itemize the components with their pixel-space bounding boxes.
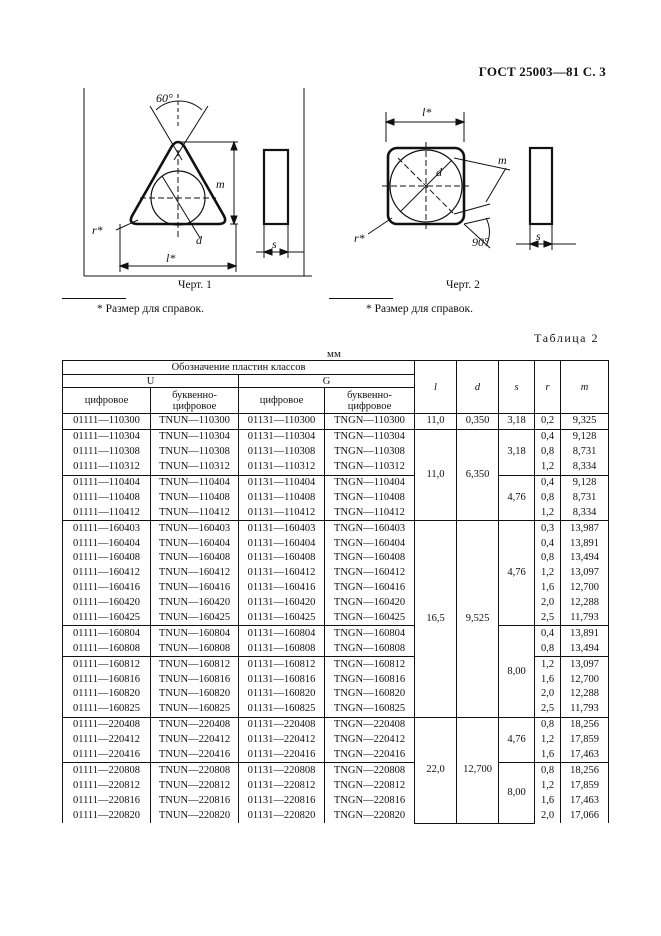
cell-m: 8,334	[561, 460, 609, 475]
cell-m: 11,793	[561, 702, 609, 717]
cell-r: 2,5	[535, 611, 561, 626]
cell-g-alnum: TNGN—110312	[325, 460, 415, 475]
cell-s: 4,76	[499, 521, 535, 626]
cell-u-alnum: TNUN—220808	[151, 763, 239, 778]
cell-g-alnum: TNGN—160808	[325, 641, 415, 656]
insert-table	[62, 360, 609, 824]
cell-m: 17,463	[561, 748, 609, 763]
header-g-alnum: буквенно-цифровое	[325, 388, 415, 414]
cell-r: 0,3	[535, 521, 561, 536]
cell-s: 3,18	[499, 429, 535, 475]
cell-m: 9,325	[561, 414, 609, 430]
fig2-s-label: s	[536, 229, 541, 243]
table-row	[63, 475, 609, 490]
table-row	[63, 521, 609, 536]
fig1-angle-label: 60°	[156, 91, 173, 105]
cell-m: 18,256	[561, 717, 609, 732]
header-u-numeric: цифровое	[63, 388, 151, 414]
cell-g-numeric: 01131—220812	[239, 778, 325, 793]
cell-m: 17,859	[561, 778, 609, 793]
cell-g-alnum: TNGN—110300	[325, 414, 415, 430]
cell-r: 0,8	[535, 490, 561, 505]
cell-g-alnum: TNGN—160816	[325, 672, 415, 687]
cell-u-numeric: 01111—160420	[63, 596, 151, 611]
cell-m: 17,066	[561, 808, 609, 823]
cell-u-alnum: TNUN—220412	[151, 733, 239, 748]
cell-g-alnum: TNGN—220816	[325, 793, 415, 808]
cell-u-numeric: 01111—110304	[63, 429, 151, 444]
table-row	[63, 763, 609, 778]
table-row	[63, 717, 609, 732]
cell-g-alnum: TNGN—160408	[325, 551, 415, 566]
cell-g-alnum: TNGN—220408	[325, 717, 415, 732]
cell-g-numeric: 01131—160404	[239, 536, 325, 551]
figure-1-caption: Черт. 1	[178, 279, 212, 291]
cell-u-numeric: 01111—160808	[63, 641, 151, 656]
fig2-d-label: d	[436, 165, 442, 179]
cell-r: 1,2	[535, 778, 561, 793]
cell-g-numeric: 01131—160416	[239, 581, 325, 596]
cell-u-alnum: TNUN—160403	[151, 521, 239, 536]
cell-u-numeric: 01111—220812	[63, 778, 151, 793]
fig2-r-label: r*	[354, 231, 365, 245]
cell-u-alnum: TNUN—160812	[151, 657, 239, 672]
cell-r: 1,6	[535, 748, 561, 763]
cell-u-alnum: TNUN—160816	[151, 672, 239, 687]
cell-u-numeric: 01111—160416	[63, 581, 151, 596]
table-unit: мм	[327, 348, 341, 360]
cell-r: 0,8	[535, 641, 561, 656]
cell-g-numeric: 01131—110308	[239, 445, 325, 460]
cell-u-alnum: TNUN—160825	[151, 702, 239, 717]
cell-u-alnum: TNUN—160425	[151, 611, 239, 626]
cell-g-numeric: 01131—160804	[239, 626, 325, 641]
cell-u-numeric: 01111—110404	[63, 475, 151, 490]
cell-l: 11,0	[415, 414, 457, 430]
cell-g-alnum: TNGN—160820	[325, 687, 415, 702]
cell-u-numeric: 01111—110412	[63, 505, 151, 520]
cell-g-alnum: TNGN—220808	[325, 763, 415, 778]
cell-g-numeric: 01131—220816	[239, 793, 325, 808]
cell-g-numeric: 01131—160812	[239, 657, 325, 672]
cell-r: 0,8	[535, 551, 561, 566]
fig2-angle-label: 90°	[472, 235, 489, 249]
cell-u-numeric: 01111—220816	[63, 793, 151, 808]
cell-r: 0,4	[535, 429, 561, 444]
cell-l: 11,0	[415, 429, 457, 520]
cell-g-alnum: TNGN—110304	[325, 429, 415, 444]
cell-u-alnum: TNUN—160404	[151, 536, 239, 551]
cell-r: 0,8	[535, 763, 561, 778]
cell-m: 8,731	[561, 490, 609, 505]
cell-m: 13,097	[561, 657, 609, 672]
cell-r: 1,2	[535, 733, 561, 748]
cell-u-numeric: 01111—160825	[63, 702, 151, 717]
footnote-rule-2	[329, 298, 393, 299]
cell-r: 0,4	[535, 475, 561, 490]
cell-g-numeric: 01131—110412	[239, 505, 325, 520]
cell-g-alnum: TNGN—220820	[325, 808, 415, 823]
header-class-u: U	[63, 375, 239, 388]
footnote-rule-1	[62, 298, 126, 299]
cell-r: 1,6	[535, 793, 561, 808]
cell-r: 0,8	[535, 445, 561, 460]
cell-g-alnum: TNGN—160804	[325, 626, 415, 641]
cell-g-numeric: 01131—110312	[239, 460, 325, 475]
cell-s: 8,00	[499, 763, 535, 823]
cell-u-numeric: 01111—110308	[63, 445, 151, 460]
cell-g-numeric: 01131—220416	[239, 748, 325, 763]
cell-u-numeric: 01111—110300	[63, 414, 151, 430]
cell-u-alnum: TNUN—160416	[151, 581, 239, 596]
cell-g-numeric: 01131—220808	[239, 763, 325, 778]
cell-g-alnum: TNGN—220416	[325, 748, 415, 763]
cell-r: 1,2	[535, 505, 561, 520]
header-l: l	[415, 361, 457, 414]
cell-m: 12,700	[561, 581, 609, 596]
cell-u-numeric: 01111—220408	[63, 717, 151, 732]
cell-u-alnum: TNUN—110308	[151, 445, 239, 460]
table-row	[63, 626, 609, 641]
cell-g-numeric: 01131—110300	[239, 414, 325, 430]
fig1-s-label: s	[272, 237, 277, 251]
footnote-1: * Размер для справок.	[97, 303, 204, 315]
header-s: s	[499, 361, 535, 414]
cell-u-numeric: 01111—220416	[63, 748, 151, 763]
cell-m: 9,128	[561, 475, 609, 490]
cell-u-numeric: 01111—160804	[63, 626, 151, 641]
cell-s: 3,18	[499, 414, 535, 430]
cell-u-alnum: TNUN—110404	[151, 475, 239, 490]
cell-m: 12,288	[561, 687, 609, 702]
cell-m: 13,494	[561, 551, 609, 566]
cell-g-numeric: 01131—110408	[239, 490, 325, 505]
cell-m: 12,288	[561, 596, 609, 611]
header-m: m	[561, 361, 609, 414]
cell-d: 9,525	[457, 521, 499, 718]
header-u-alnum: буквенно-цифровое	[151, 388, 239, 414]
cell-r: 0,8	[535, 717, 561, 732]
cell-u-alnum: TNUN—220816	[151, 793, 239, 808]
cell-g-alnum: TNGN—110308	[325, 445, 415, 460]
cell-u-alnum: TNUN—160808	[151, 641, 239, 656]
cell-u-alnum: TNUN—220820	[151, 808, 239, 823]
cell-u-alnum: TNUN—160412	[151, 566, 239, 581]
cell-g-numeric: 01131—160408	[239, 551, 325, 566]
cell-u-alnum: TNUN—110412	[151, 505, 239, 520]
cell-d: 0,350	[457, 414, 499, 430]
table-body	[63, 414, 609, 824]
table-row	[63, 429, 609, 444]
cell-g-numeric: 01131—110304	[239, 429, 325, 444]
header-class-g: G	[239, 375, 415, 388]
cell-m: 13,097	[561, 566, 609, 581]
cell-r: 0,4	[535, 536, 561, 551]
cell-g-numeric: 01131—220408	[239, 717, 325, 732]
cell-g-alnum: TNGN—160404	[325, 536, 415, 551]
cell-u-numeric: 01111—160403	[63, 521, 151, 536]
cell-u-alnum: TNUN—110312	[151, 460, 239, 475]
cell-u-numeric: 01111—160408	[63, 551, 151, 566]
cell-u-numeric: 01111—160820	[63, 687, 151, 702]
cell-g-numeric: 01131—160825	[239, 702, 325, 717]
cell-l: 22,0	[415, 717, 457, 823]
cell-g-alnum: TNGN—160425	[325, 611, 415, 626]
cell-s: 4,76	[499, 475, 535, 521]
cell-m: 13,891	[561, 626, 609, 641]
cell-g-numeric: 01131—160808	[239, 641, 325, 656]
cell-g-alnum: TNGN—160416	[325, 581, 415, 596]
cell-g-alnum: TNGN—160403	[325, 521, 415, 536]
cell-u-numeric: 01111—160816	[63, 672, 151, 687]
fig2-m-label: m	[498, 153, 507, 167]
cell-g-alnum: TNGN—220412	[325, 733, 415, 748]
cell-g-numeric: 01131—220412	[239, 733, 325, 748]
figure-2-drawing	[340, 100, 590, 262]
cell-m: 13,891	[561, 536, 609, 551]
cell-u-alnum: TNUN—220812	[151, 778, 239, 793]
cell-l: 16,5	[415, 521, 457, 718]
cell-u-numeric: 01111—110408	[63, 490, 151, 505]
header-group: Обозначение пластин классов	[63, 361, 415, 375]
cell-m: 13,987	[561, 521, 609, 536]
cell-g-alnum: TNGN—110412	[325, 505, 415, 520]
cell-u-numeric: 01111—160404	[63, 536, 151, 551]
cell-u-numeric: 01111—160425	[63, 611, 151, 626]
cell-u-alnum: TNUN—110408	[151, 490, 239, 505]
cell-m: 9,128	[561, 429, 609, 444]
fig1-d-label: d	[196, 233, 202, 247]
cell-m: 17,463	[561, 793, 609, 808]
header-r: r	[535, 361, 561, 414]
table-title: Таблица 2	[534, 331, 599, 345]
cell-r: 1,6	[535, 581, 561, 596]
cell-g-numeric: 01131—220820	[239, 808, 325, 823]
cell-u-numeric: 01111—220412	[63, 733, 151, 748]
cell-u-numeric: 01111—160812	[63, 657, 151, 672]
cell-m: 17,859	[561, 733, 609, 748]
cell-u-numeric: 01111—220808	[63, 763, 151, 778]
cell-g-numeric: 01131—160420	[239, 596, 325, 611]
cell-u-numeric: 01111—110312	[63, 460, 151, 475]
cell-u-alnum: TNUN—110304	[151, 429, 239, 444]
cell-g-alnum: TNGN—110408	[325, 490, 415, 505]
cell-m: 8,731	[561, 445, 609, 460]
cell-g-numeric: 01131—160425	[239, 611, 325, 626]
cell-m: 18,256	[561, 763, 609, 778]
fig1-m-label: m	[216, 177, 225, 191]
cell-m: 11,793	[561, 611, 609, 626]
cell-u-alnum: TNUN—160804	[151, 626, 239, 641]
cell-u-alnum: TNUN—160820	[151, 687, 239, 702]
cell-u-alnum: TNUN—160420	[151, 596, 239, 611]
cell-d: 6,350	[457, 429, 499, 520]
cell-r: 1,2	[535, 566, 561, 581]
cell-r: 0,4	[535, 626, 561, 641]
cell-s: 4,76	[499, 717, 535, 763]
cell-m: 8,334	[561, 505, 609, 520]
figure-2-caption: Черт. 2	[446, 279, 480, 291]
cell-r: 2,0	[535, 596, 561, 611]
cell-g-alnum: TNGN—160412	[325, 566, 415, 581]
page-header: ГОСТ 25003—81 С. 3	[478, 64, 606, 79]
cell-r: 2,0	[535, 687, 561, 702]
cell-u-numeric: 01111—160412	[63, 566, 151, 581]
cell-r: 0,2	[535, 414, 561, 430]
cell-d: 12,700	[457, 717, 499, 823]
figure-1-drawing	[80, 88, 315, 280]
cell-g-numeric: 01131—160403	[239, 521, 325, 536]
header-d: d	[457, 361, 499, 414]
cell-g-numeric: 01131—110404	[239, 475, 325, 490]
cell-u-alnum: TNUN—110300	[151, 414, 239, 430]
cell-m: 13,494	[561, 641, 609, 656]
cell-u-alnum: TNUN—220416	[151, 748, 239, 763]
table-row	[63, 414, 609, 430]
cell-u-alnum: TNUN—220408	[151, 717, 239, 732]
cell-m: 12,700	[561, 672, 609, 687]
cell-g-numeric: 01131—160820	[239, 687, 325, 702]
fig1-l-label: l*	[166, 251, 176, 265]
cell-r: 2,5	[535, 702, 561, 717]
cell-g-alnum: TNGN—220812	[325, 778, 415, 793]
cell-r: 1,6	[535, 672, 561, 687]
cell-r: 2,0	[535, 808, 561, 823]
cell-u-alnum: TNUN—160408	[151, 551, 239, 566]
cell-g-numeric: 01131—160412	[239, 566, 325, 581]
header-g-numeric: цифровое	[239, 388, 325, 414]
fig1-r-label: r*	[92, 223, 103, 237]
cell-g-alnum: TNGN—110404	[325, 475, 415, 490]
cell-r: 1,2	[535, 460, 561, 475]
cell-u-numeric: 01111—220820	[63, 808, 151, 823]
fig2-l-label: l*	[422, 105, 432, 119]
cell-r: 1,2	[535, 657, 561, 672]
cell-g-alnum: TNGN—160420	[325, 596, 415, 611]
cell-s: 8,00	[499, 626, 535, 717]
cell-g-numeric: 01131—160816	[239, 672, 325, 687]
cell-g-alnum: TNGN—160812	[325, 657, 415, 672]
footnote-2: * Размер для справок.	[366, 303, 473, 315]
cell-g-alnum: TNGN—160825	[325, 702, 415, 717]
